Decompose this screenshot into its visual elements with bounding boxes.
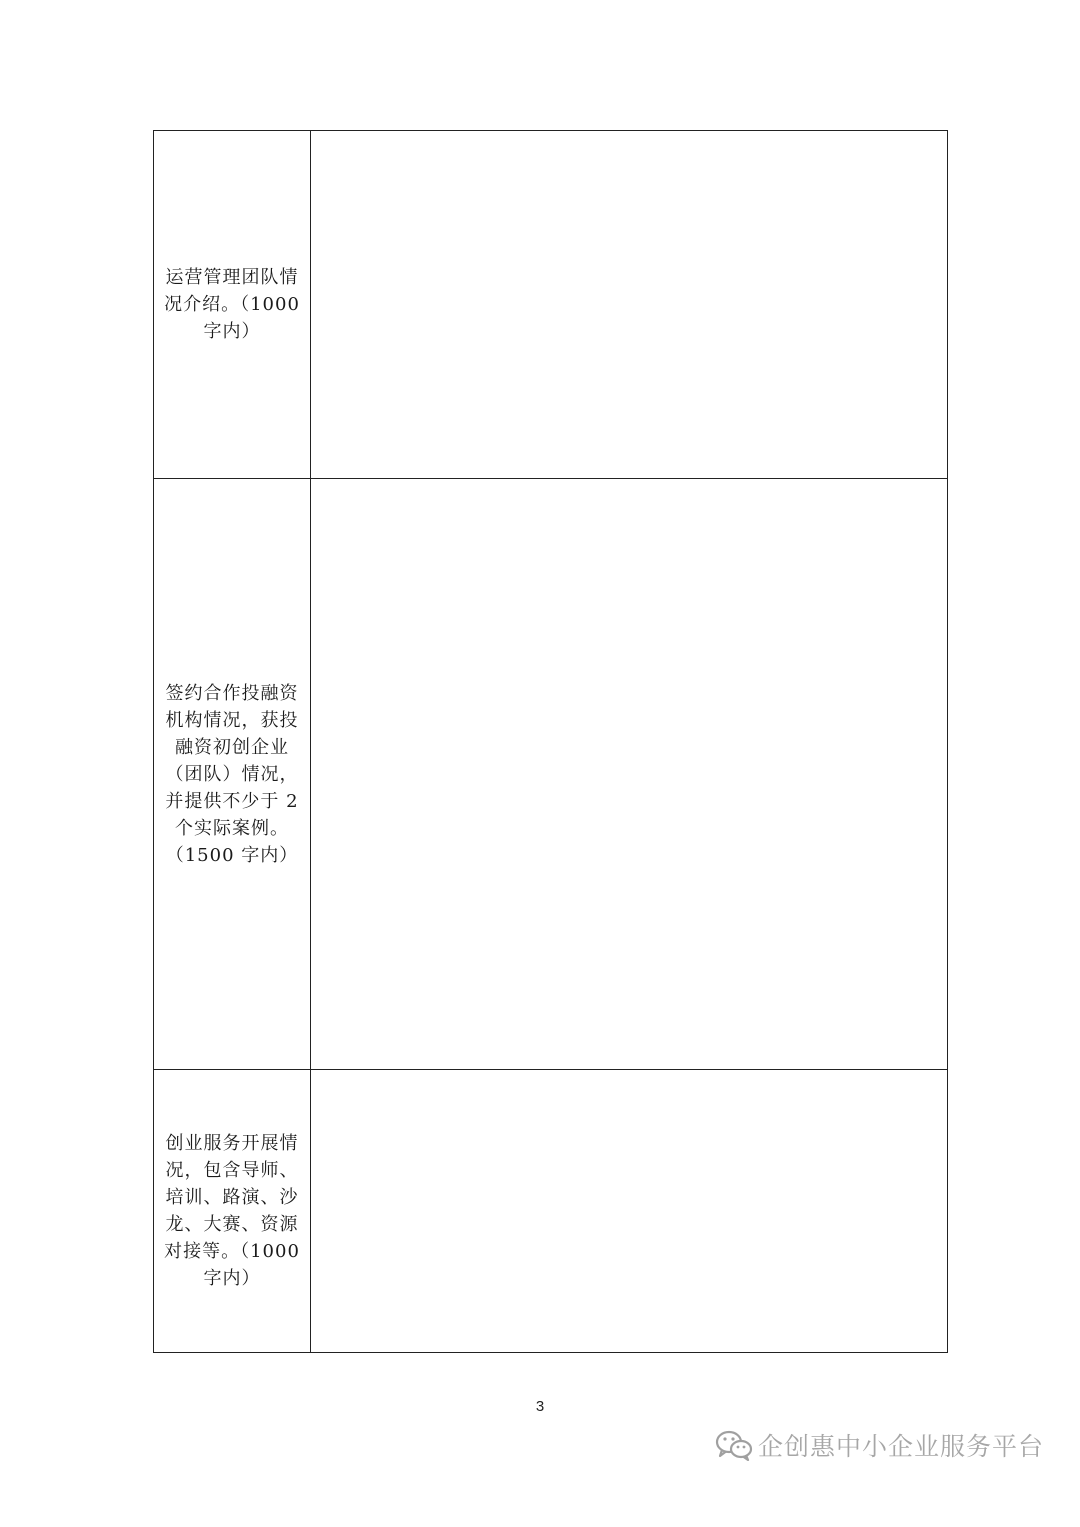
label-line: 并提供不少于 2 [165,790,299,812]
watermark-text: 企创惠中小企业服务平台 [757,1432,1044,1461]
application-form-table [153,130,948,1353]
table-row [154,131,948,479]
content-cell-startup-services[interactable] [311,1070,948,1353]
label-line: （1500 字内） [165,844,299,866]
label-line: 个实际案例。 [175,817,289,839]
label-line: 对接等。（1000 [164,1241,300,1262]
content-cell-team-intro[interactable] [311,131,948,479]
label-line: 运营管理团队情 [165,267,299,288]
label-line: 况介绍。（1000 [164,294,300,315]
label-line: 创业服务开展情 [165,1133,299,1154]
watermark [714,1425,1044,1465]
row-label-investment-cases [154,479,311,1070]
wechat-icon [714,1429,754,1461]
row-label-startup-services [154,1070,311,1353]
table-row [154,479,948,1070]
label-line: 龙、大赛、资源 [165,1214,299,1235]
table-row [154,1070,948,1353]
label-line: 况，包含导师、 [165,1160,299,1181]
label-line: 字内） [203,321,261,342]
row-label-team-intro [154,131,311,479]
label-line: 字内） [203,1268,261,1289]
label-line: （团队）情况， [165,763,299,785]
label-line: 融资初创企业 [175,736,289,758]
label-line: 培训、路演、沙 [165,1187,299,1208]
content-cell-investment-cases[interactable] [311,479,948,1070]
page-number: 3 [535,1398,545,1415]
label-line: 机构情况，获投 [165,709,299,731]
label-line: 签约合作投融资 [165,682,299,704]
